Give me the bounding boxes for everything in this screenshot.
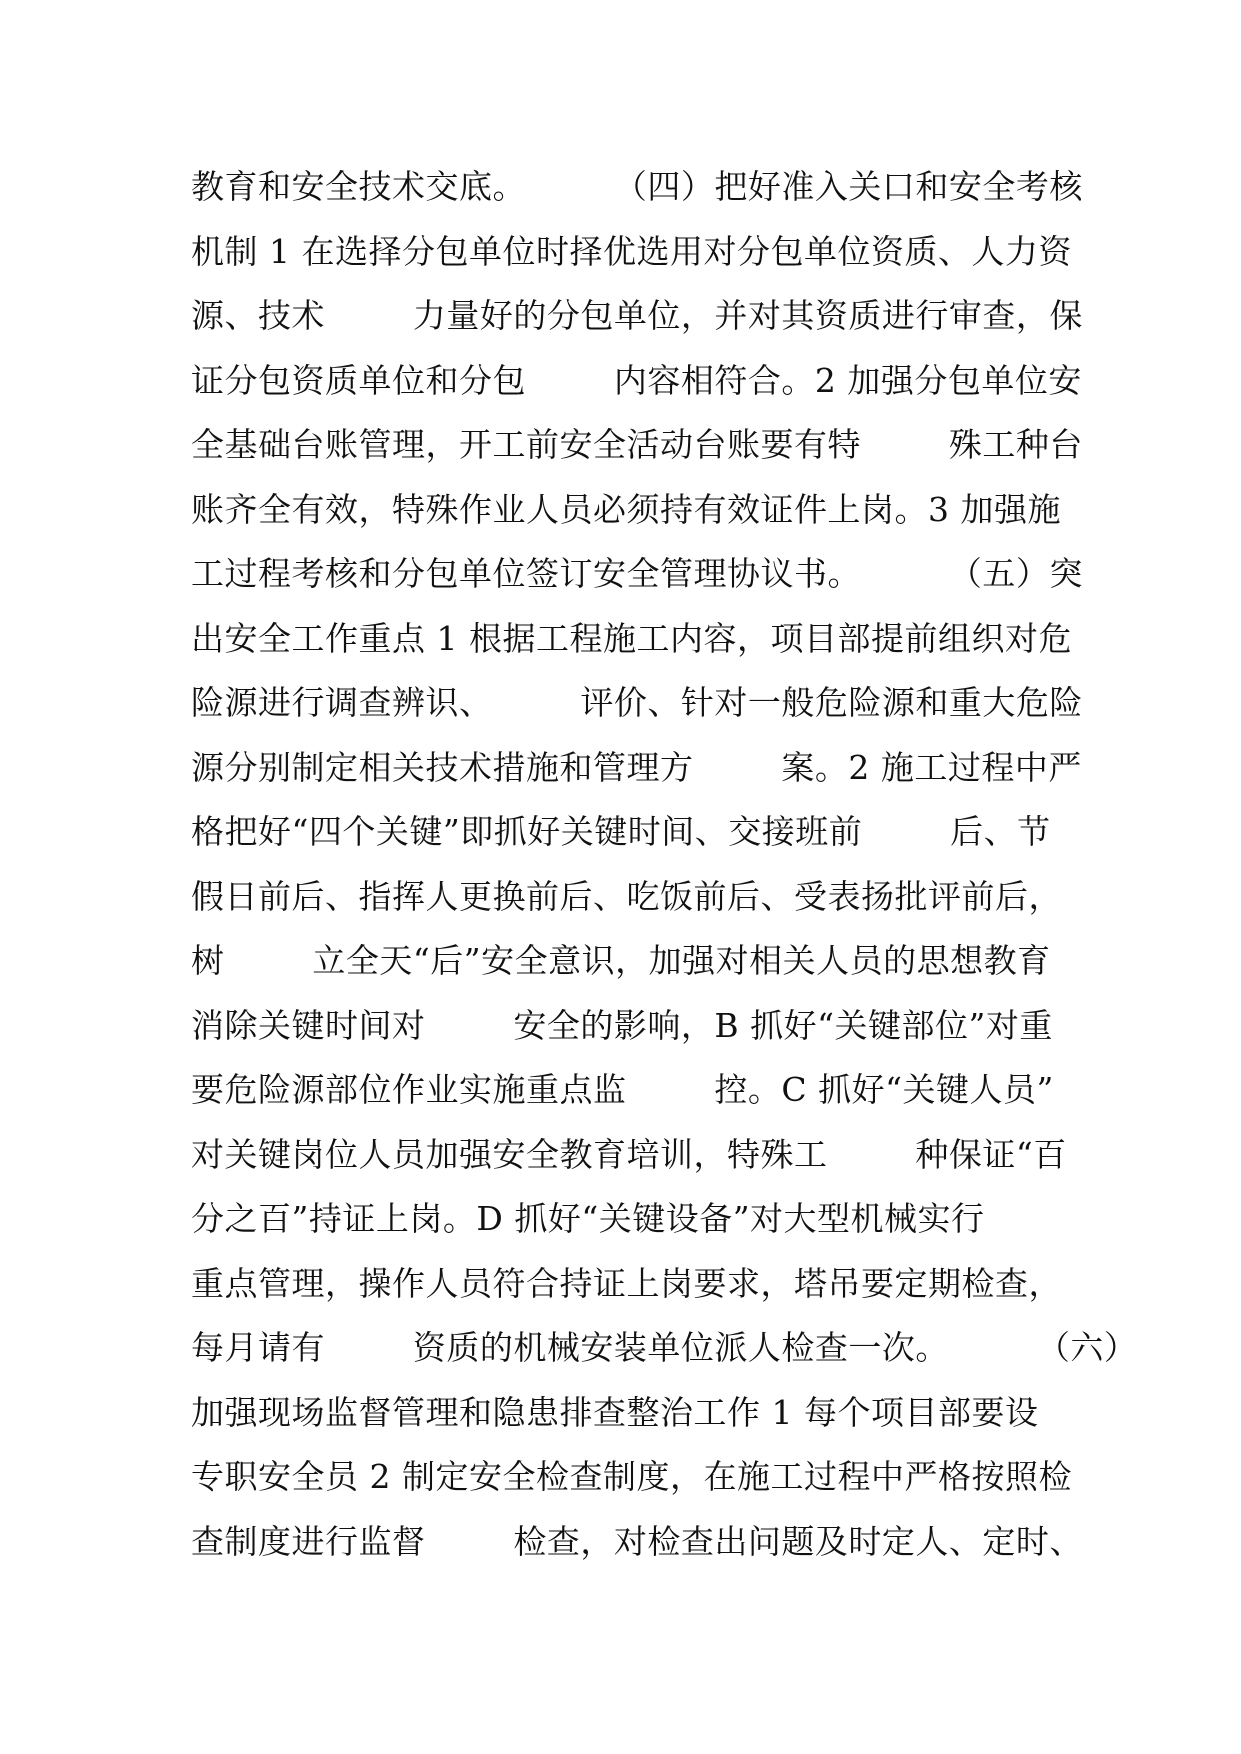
text-line: 格把好“四个关键”即抓好关键时间、交接班前 后、节 [191,812,1051,851]
text-line: 教育和安全技术交底。 （四）把好准入关口和安全考核 [191,167,1083,206]
text-line: 险源进行调查辨识、 评价、针对一般危险源和重大危险 [191,683,1083,722]
text-line: 要危险源部位作业实施重点监 控。C 抓好“关键人员” [191,1070,1054,1109]
text-line: 账齐全有效，特殊作业人员必须持有效证件上岗。3 加强施 [191,489,1061,529]
text-line: 全基础台账管理，开工前安全活动台账要有特 殊工种台 [191,425,1083,464]
text-line: 源分别制定相关技术措施和管理方 案。2 施工过程中严 [191,747,1082,787]
text-line: 每月请有 资质的机械安装单位派人检查一次。 （六） [191,1328,1138,1367]
text-line: 假日前后、指挥人更换前后、吃饭前后、受表扬批评前后， [191,876,1062,916]
body-text [191,155,1138,1574]
text-line: 机制 1 在选择分包单位时择优选用对分包单位资质、人力资 [191,231,1072,271]
text-line: 对关键岗位人员加强安全教育培训，特殊工 种保证“百 [191,1134,1067,1174]
text-line: 出安全工作重点 1 根据工程施工内容，项目部提前组织对危 [191,618,1072,658]
text-line: 证分包资质单位和分包 内容相符合。2 加强分包单位安 [191,360,1082,400]
text-line: 分之百”持证上岗。D 抓好“关键设备”对大型机械实行 [191,1199,985,1238]
text-line: 工过程考核和分包单位签订安全管理协议书。 （五）突 [191,554,1083,593]
text-line: 专职安全员 2 制定安全检查制度，在施工过程中严格按照检 [191,1457,1072,1496]
text-line: 源、技术 力量好的分包单位，并对其资质进行审查，保 [191,296,1083,335]
text-line: 重点管理，操作人员符合持证上岗要求，塔吊要定期检查， [191,1263,1062,1303]
text-line: 查制度进行监督 检查，对检查出问题及时定人、定时、 [191,1521,1083,1561]
text-line: 树 立全天“后”安全意识，加强对相关人员的思想教育 [191,941,1051,980]
text-line: 消除关键时间对 安全的影响，B 抓好“关键部位”对重 [191,1005,1053,1045]
text-line: 加强现场监督管理和隐患排查整治工作 1 每个项目部要设 [191,1392,1039,1432]
